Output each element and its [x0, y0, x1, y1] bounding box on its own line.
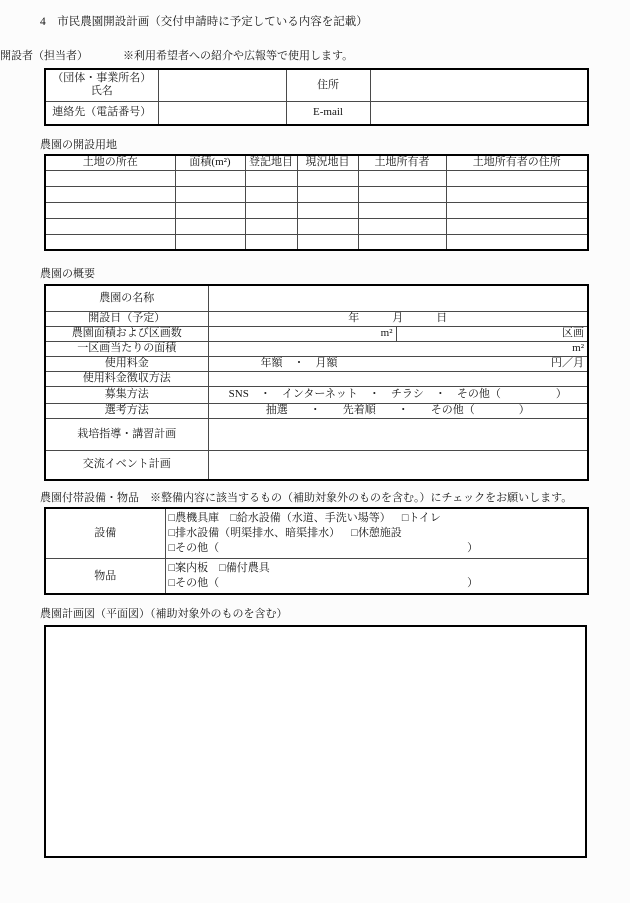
farm-name-label: 農園の名称 [45, 285, 208, 311]
equipment-row-goods [45, 559, 588, 595]
land-col-registered: 登記地目 [245, 155, 297, 170]
overview-row-fee-collection [45, 371, 588, 386]
fee-options: 年額 ・ 月額 [260, 357, 338, 369]
land-header-row [45, 155, 588, 170]
event-label: 交流イベント計画 [45, 450, 208, 480]
opener-row-name [45, 69, 588, 101]
address-value-cell [370, 69, 588, 101]
goods-item-signboard [169, 561, 209, 576]
overview-row-recruitment [45, 386, 588, 403]
land-cell [297, 218, 358, 234]
land-cell [297, 202, 358, 218]
name-label-line1: （団体・事業所名） [52, 72, 152, 85]
fee-label: 使用料金 [45, 356, 208, 371]
checkbox-label: 排水設備（明渠排水、暗渠排水） [175, 527, 341, 539]
checkbox-label: 備付農具 [225, 562, 270, 574]
guidance-label: 栽培指導・講習計画 [45, 418, 208, 450]
land-cell [358, 218, 446, 234]
land-cell [45, 170, 175, 186]
land-cell [446, 218, 588, 234]
land-cell [175, 202, 245, 218]
land-col-owner: 土地所有者 [358, 155, 446, 170]
land-cell [45, 186, 175, 202]
land-cell [446, 170, 588, 186]
fee-collection-value [208, 371, 588, 386]
land-row-1 [45, 170, 588, 186]
selection-label: 選考方法 [45, 403, 208, 418]
opener-heading: 開設者（担当者） [0, 50, 88, 62]
opener-heading-line [0, 47, 630, 63]
land-cell [358, 202, 446, 218]
fee-unit: 円／月 [551, 357, 584, 369]
checkbox-icon: □ [230, 512, 237, 524]
goods-options-cell [165, 559, 588, 595]
land-col-current: 現況地目 [297, 155, 358, 170]
equipment-row-facility [45, 508, 588, 559]
opener-row-contact [45, 101, 588, 125]
fee-value-cell [208, 356, 588, 371]
land-cell [446, 234, 588, 250]
farm-area-m2-cell: m² [208, 326, 396, 341]
land-row-3 [45, 202, 588, 218]
goods-item-other [169, 576, 220, 591]
overview-row-guidance [45, 418, 588, 450]
land-cell [245, 170, 297, 186]
land-cell [45, 218, 175, 234]
goods-label: 物品 [45, 559, 165, 595]
equipment-table [44, 507, 589, 595]
land-cell [245, 202, 297, 218]
land-col-owner-address: 土地所有者の住所 [446, 155, 588, 170]
farm-name-value [208, 285, 588, 311]
land-cell [175, 186, 245, 202]
checkbox-icon: □ [168, 577, 176, 589]
checkbox-icon: □ [401, 512, 409, 524]
land-cell [297, 186, 358, 202]
land-cell [175, 218, 245, 234]
goods-line-other [169, 576, 585, 591]
plan-heading: 農園計画図（平面図）（補助対象外のものを含む） [40, 608, 288, 620]
facility-item-drainage [169, 526, 341, 541]
overview-row-name [45, 285, 588, 311]
facility-item-shed [169, 511, 220, 526]
overview-row-selection [45, 403, 588, 418]
opener-note: ※利用希望者への紹介や広報等で使用します。 [123, 50, 354, 62]
checkbox-icon: □ [168, 562, 176, 574]
other-close-paren: ） [467, 542, 479, 554]
land-cell [45, 234, 175, 250]
land-cell [358, 186, 446, 202]
facility-options-cell [165, 508, 588, 559]
name-label-cell [45, 69, 158, 101]
checkbox-label: 休憩施設 [357, 527, 402, 539]
goods-line-1 [169, 561, 585, 576]
name-label-line2: 氏名 [90, 85, 113, 98]
land-cell [446, 202, 588, 218]
overview-row-area [45, 326, 588, 341]
land-row-5 [45, 234, 588, 250]
facility-item-other [169, 541, 220, 556]
overview-row-open-date [45, 311, 588, 326]
land-cell [245, 186, 297, 202]
land-col-location: 土地の所在 [45, 155, 175, 170]
facility-item-rest [351, 526, 402, 541]
email-label-cell: E-mail [286, 101, 370, 125]
other-close-paren: ） [467, 577, 479, 589]
land-row-4 [45, 218, 588, 234]
email-value-cell [370, 101, 588, 125]
page-title: 4 市民農園開設計画（交付申請時に予定している内容を記載） [40, 16, 368, 28]
overview-table [44, 284, 589, 481]
farm-area-plots-cell: 区画 [396, 326, 588, 341]
checkbox-label: その他（ [175, 577, 220, 589]
goods-item-tools [219, 561, 270, 576]
land-table [44, 154, 589, 251]
contact-value-cell [158, 101, 286, 125]
overview-heading: 農園の概要 [40, 268, 95, 280]
land-cell [45, 202, 175, 218]
checkbox-label: 給水設備（水道、手洗い場等） [236, 512, 391, 524]
checkbox-label: 農機具庫 [175, 512, 220, 524]
plot-area-value: m² [208, 341, 588, 356]
recruitment-options: SNS ・ インターネット ・ チラシ ・ その他（ ） [208, 386, 588, 403]
land-col-area: 面積(m²) [175, 155, 245, 170]
overview-row-plot-area [45, 341, 588, 356]
checkbox-icon: □ [219, 562, 226, 574]
checkbox-icon: □ [168, 527, 176, 539]
land-cell [175, 234, 245, 250]
fee-collection-label: 使用料金徴収方法 [45, 371, 208, 386]
land-cell [245, 218, 297, 234]
plan-drawing-box [44, 625, 587, 858]
overview-row-fee [45, 356, 588, 371]
facility-item-water [230, 511, 391, 526]
farm-area-label: 農園面積および区画数 [45, 326, 208, 341]
event-value [208, 450, 588, 480]
open-date-label: 開設日（予定） [45, 311, 208, 326]
open-date-value: 年 月 日 [208, 311, 588, 326]
name-value-cell [158, 69, 286, 101]
recruitment-label: 募集方法 [45, 386, 208, 403]
facility-line-other [169, 541, 585, 556]
land-cell [446, 186, 588, 202]
plot-area-label: 一区画当たりの面積 [45, 341, 208, 356]
land-cell [175, 170, 245, 186]
checkbox-label: 案内板 [175, 562, 209, 574]
land-cell [358, 170, 446, 186]
facility-line-2 [169, 526, 585, 541]
facility-label: 設備 [45, 508, 165, 559]
checkbox-icon: □ [168, 542, 176, 554]
checkbox-icon: □ [351, 527, 358, 539]
checkbox-icon: □ [168, 512, 176, 524]
selection-options: 抽選 ・ 先着順 ・ その他（ ） [208, 403, 588, 418]
facility-line-1 [169, 511, 585, 526]
land-cell [245, 234, 297, 250]
land-cell [358, 234, 446, 250]
overview-row-event [45, 450, 588, 480]
checkbox-label: その他（ [175, 542, 220, 554]
address-label-cell: 住所 [286, 69, 370, 101]
land-cell [297, 234, 358, 250]
checkbox-label: トイレ [408, 512, 441, 524]
equipment-heading: 農園付帯設備・物品 ※整備内容に該当するもの（補助対象外のものを含む。）にチェックをお願いします。 [40, 492, 573, 504]
opener-table [44, 68, 589, 126]
facility-item-toilet [402, 511, 441, 526]
contact-label-cell: 連絡先（電話番号） [45, 101, 158, 125]
land-row-2 [45, 186, 588, 202]
land-cell [297, 170, 358, 186]
land-heading: 農園の開設用地 [40, 139, 117, 151]
guidance-value [208, 418, 588, 450]
